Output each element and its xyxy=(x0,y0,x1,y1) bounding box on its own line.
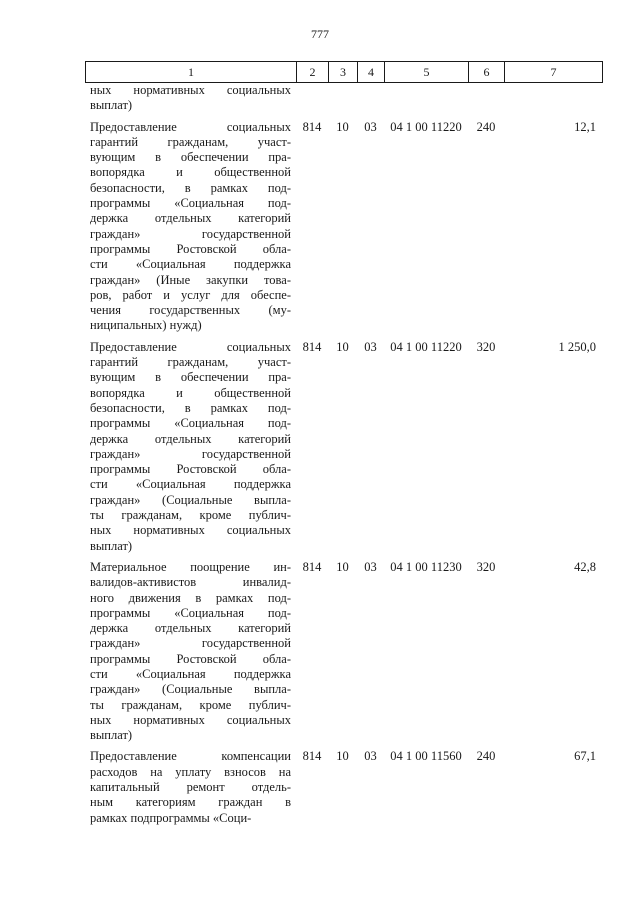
text-line: программы Ростовской обла- xyxy=(90,651,291,666)
text-line: рамках подпрограммы «Соци- xyxy=(90,810,252,825)
text-line: граждан» государственной xyxy=(90,226,291,241)
text-line: сти «Социальная поддержка xyxy=(90,257,291,272)
text-line: вующим в обеспечении пра- xyxy=(90,370,291,385)
text-line: программы Ростовской обла- xyxy=(90,462,291,477)
text-line: сти «Социальная поддержка xyxy=(90,477,291,492)
text-line: Материальное поощрение ин- xyxy=(90,559,291,574)
expense-type-cell: 240 xyxy=(476,749,496,764)
text-line: гарантий гражданам, участ- xyxy=(90,355,291,370)
text-line: ров, работ и услуг для обеспе- xyxy=(90,287,291,302)
table-row xyxy=(85,560,602,750)
text-line: безопасности, в рамках под- xyxy=(90,180,291,195)
text-line: вопорядка и общественной xyxy=(90,385,291,400)
expense-type-cell: 240 xyxy=(476,119,496,134)
ministry-code-cell: 814 xyxy=(302,749,322,764)
table-row xyxy=(85,120,602,340)
text-line: граждан» (Социальные выпла- xyxy=(90,682,291,697)
text-line: программы «Социальная под- xyxy=(90,605,291,620)
subsection-code-cell: 03 xyxy=(364,339,377,354)
text-line: чения государственных (му- xyxy=(90,303,291,318)
expense-type-cell: 320 xyxy=(476,559,496,574)
text-line: программы «Социальная под- xyxy=(90,196,291,211)
text-line: ты гражданам, кроме публич- xyxy=(90,508,291,523)
text-line: держка отдельных категорий xyxy=(90,211,291,226)
text-line: Предоставление социальных xyxy=(90,339,291,354)
header-col-3: 3 xyxy=(329,62,358,83)
table-row xyxy=(85,340,602,560)
text-line: ты гражданам, кроме публич- xyxy=(90,697,291,712)
text-line: программы «Социальная под- xyxy=(90,416,291,431)
amount-cell: 12,1 xyxy=(574,119,596,134)
text-line: ных нормативных социальных xyxy=(90,523,291,538)
target-article-cell: 04 1 00 11220 xyxy=(390,119,462,134)
text-line: гарантий гражданам, участ- xyxy=(90,134,291,149)
text-line: вующим в обеспечении пра- xyxy=(90,150,291,165)
target-article-cell: 04 1 00 11220 xyxy=(390,339,462,354)
text-line: держка отдельных категорий xyxy=(90,621,291,636)
header-col-4: 4 xyxy=(358,62,385,83)
continuation-description xyxy=(85,83,296,120)
text-line: граждан» (Социальные выпла- xyxy=(90,492,291,507)
row-description xyxy=(85,560,296,750)
section-code-cell: 10 xyxy=(336,749,349,764)
target-article-cell: 04 1 00 11560 xyxy=(390,749,462,764)
column-number-header xyxy=(85,61,603,83)
target-article-cell: 04 1 00 11230 xyxy=(390,559,462,574)
header-col-2: 2 xyxy=(297,62,329,83)
text-line: расходов на уплату взносов на xyxy=(90,764,291,779)
text-line: ных нормативных социальных xyxy=(90,712,291,727)
amount-cell: 42,8 xyxy=(574,559,596,574)
table-row xyxy=(85,749,602,831)
ministry-code-cell: 814 xyxy=(302,119,322,134)
header-row xyxy=(86,62,603,83)
budget-table xyxy=(85,83,602,832)
text-line: Предоставление компенсации xyxy=(90,749,291,764)
subsection-code-cell: 03 xyxy=(364,749,377,764)
text-line: ниципальных) нужд) xyxy=(90,318,202,333)
text-line: держка отдельных категорий xyxy=(90,431,291,446)
ministry-code-cell: 814 xyxy=(302,339,322,354)
text-line: выплат) xyxy=(90,728,133,743)
text-line: ным категориям граждан в xyxy=(90,795,291,810)
text-line: сти «Социальная поддержка xyxy=(90,666,291,681)
row-description xyxy=(85,120,296,340)
text-line: граждан» государственной xyxy=(90,446,291,461)
section-code-cell: 10 xyxy=(336,339,349,354)
section-code-cell: 10 xyxy=(336,559,349,574)
text-line: граждан» государственной xyxy=(90,636,291,651)
header-col-7: 7 xyxy=(505,62,603,83)
header-col-1: 1 xyxy=(86,62,297,83)
text-line: выплат) xyxy=(90,98,133,113)
text-line: Предоставление социальных xyxy=(90,119,291,134)
page-number: 777 xyxy=(311,27,329,41)
header-col-5: 5 xyxy=(385,62,469,83)
table-row-continuation xyxy=(85,83,602,120)
expense-type-cell: 320 xyxy=(476,339,496,354)
text-line: ных нормативных социальных xyxy=(90,83,291,97)
text-line: ного движения в рамках под- xyxy=(90,590,291,605)
text-line: выплат) xyxy=(90,538,133,553)
text-line: программы Ростовской обла- xyxy=(90,241,291,256)
ministry-code-cell: 814 xyxy=(302,559,322,574)
text-line: валидов-активистов инвалид- xyxy=(90,575,291,590)
header-col-6: 6 xyxy=(469,62,505,83)
subsection-code-cell: 03 xyxy=(364,559,377,574)
row-description xyxy=(85,749,296,831)
section-code-cell: 10 xyxy=(336,119,349,134)
text-line: граждан» (Иные закупки това- xyxy=(90,272,291,287)
text-line: безопасности, в рамках под- xyxy=(90,400,291,415)
text-line: вопорядка и общественной xyxy=(90,165,291,180)
amount-cell: 67,1 xyxy=(574,749,596,764)
text-line: капитальный ремонт отдель- xyxy=(90,780,291,795)
amount-cell: 1 250,0 xyxy=(558,339,596,354)
subsection-code-cell: 03 xyxy=(364,119,377,134)
row-description xyxy=(85,340,296,560)
